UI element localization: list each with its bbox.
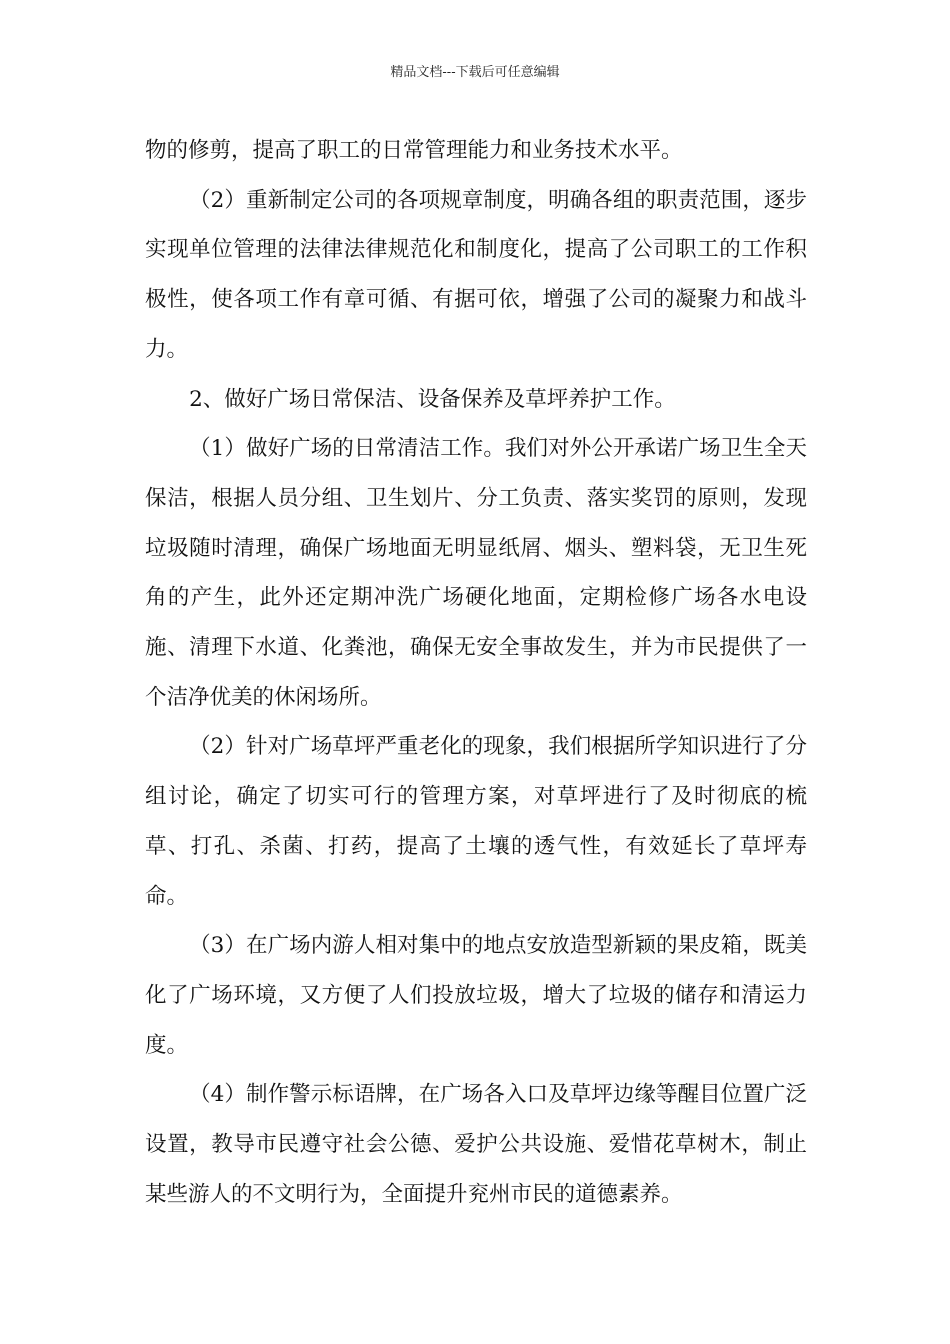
paragraph-trash-bins: （3）在广场内游人相对集中的地点安放造型新颖的果皮箱，既美化了广场环境，又方便了人们投放垃圾，增大了垃圾的储存和清运力度。 [145, 933, 807, 1058]
paragraph-warning-signs: （4）制作警示标语牌，在广场各入口及草坪边缘等醒目位置广泛设置，教导市民遵守社会公德、爱护公共设施、爱惜花草树木，制止某些游人的不文明行为，全面提升兖州市民的道德素养。 [145, 1082, 807, 1207]
page-header: 精品文档---下载后可任意编辑 [390, 65, 560, 80]
paragraph-continuation: 物的修剪，提高了职工的日常管理能力和业务技术水平。 [145, 138, 683, 163]
paragraph-lawn-care: （2）针对广场草坪严重老化的现象，我们根据所学知识进行了分组讨论，确定了切实可行的管理方案，对草坪进行了及时彻底的梳草、打孔、杀菌、打药，提高了土壤的透气性，有效延长了草坪寿命。 [145, 734, 807, 909]
document-body [145, 126, 807, 1219]
paragraph-daily-cleaning: （1）做好广场的日常清洁工作。我们对外公开承诺广场卫生全天保洁，根据人员分组、卫生划片、分工负责、落实奖罚的原则，发现垃圾随时清理，确保广场地面无明显纸屑、烟头、塑料袋，无卫生死角的产生，此外还定期冲洗广场硬化地面，定期检修广场各水电设施、清理下水道、化粪池，确保无安全事故发生，并为市民提供了一个洁净优美的休闲场所。 [145, 436, 807, 710]
section-heading-square-maintenance: 2、做好广场日常保洁、设备保养及草坪养护工作。 [189, 386, 676, 412]
paragraph-regulations: （2）重新制定公司的各项规章制度，明确各组的职责范围，逐步实现单位管理的法律法律规范化和制度化，提高了公司职工的工作积极性，使各项工作有章可循、有据可依，增强了公司的凝聚力和战斗力。 [145, 187, 807, 362]
